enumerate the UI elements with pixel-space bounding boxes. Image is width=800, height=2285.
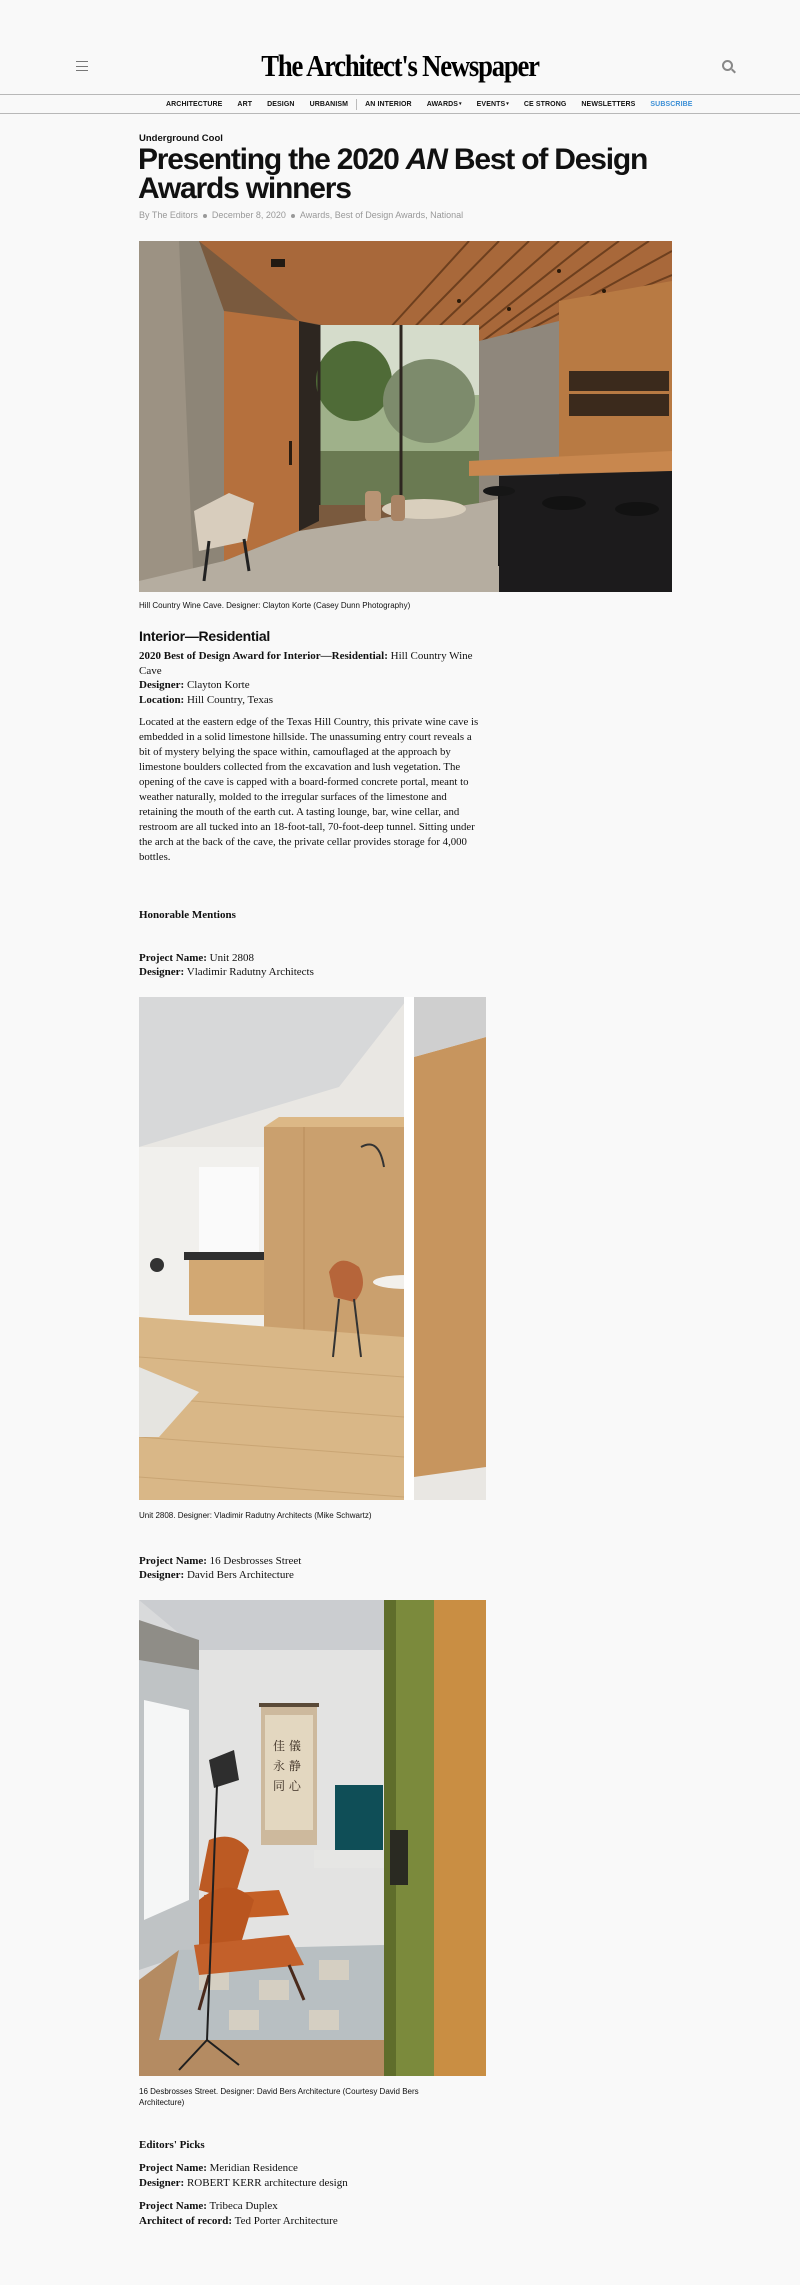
project-label: Project Name:	[139, 952, 207, 964]
nav-events[interactable]: EVENTS	[476, 100, 506, 108]
search-icon[interactable]	[722, 60, 736, 74]
designer-label: Designer:	[139, 1569, 185, 1581]
location-info	[139, 693, 479, 708]
hero-photo-wine-cave	[139, 241, 672, 592]
photo-unit-2808	[139, 997, 486, 1500]
site-header	[0, 0, 800, 94]
photo-caption: Unit 2808. Designer: Vladimir Radutny Architects (Mike Schwartz)	[139, 1511, 372, 1520]
chevron-down-icon: ▾	[506, 101, 509, 107]
nav-art[interactable]: ART	[237, 100, 253, 108]
designer-info	[139, 678, 479, 693]
architect-value: Ted Porter Architecture	[234, 2215, 338, 2227]
separator-dot	[203, 214, 207, 218]
project-value: Tribeca Duplex	[209, 2200, 278, 2212]
hm1-project	[139, 951, 479, 966]
nav-newsletters[interactable]: NEWSLETTERS	[581, 100, 636, 108]
nav-awards[interactable]: AWARDS	[426, 100, 459, 108]
project-value: Meridian Residence	[209, 2162, 298, 2174]
award-info	[139, 649, 479, 679]
main-nav	[0, 94, 800, 114]
ep2-project	[139, 2199, 479, 2214]
hm2-designer	[139, 1568, 479, 1583]
publish-date: December 8, 2020	[211, 210, 286, 220]
headline-text: Presenting the 2020	[138, 143, 406, 176]
location-label: Location:	[139, 694, 185, 706]
designer-value: David Bers Architecture	[186, 1569, 294, 1581]
article-body: Located at the eastern edge of the Texas Hill Country, this private wine cave is embedded in a solid limestone hillside. The unassuming entry court reveals a bit of mystery belying the space within, camouflaged at the approach by limestone boulders collected from the excavation and lush vegetation. The opening of the cave is capped with a board-formed concrete portal, meant to weather naturally, molded to the irregular surfaces of the limestone and retaining the mouth of the earth cut. A tasting lounge, bar, wine cellar, and restroom are all tucked into an 18-foot-tall, 70-foot-deep tunnel. Sitting under the arch at the back of the cave, the private cellar provides storage for 4,000 bottles.	[139, 716, 479, 863]
article-meta	[139, 210, 463, 220]
project-value: 16 Desbrosses Street	[209, 1555, 302, 1567]
author-link[interactable]: By The Editors	[139, 210, 198, 220]
nav-architecture[interactable]: ARCHITECTURE	[166, 100, 223, 108]
location-value: Hill Country, Texas	[186, 694, 273, 706]
editors-picks-heading: Editors' Picks	[139, 2139, 205, 2151]
project-label: Project Name:	[139, 2162, 207, 2174]
designer-label: Designer:	[139, 966, 185, 978]
nav-divider	[356, 99, 357, 110]
photo-caption: 16 Desbrosses Street. Designer: David Bers Architecture (Courtesy David Bers Architecture)	[139, 2087, 419, 2107]
svg-text:同 心: 同 心	[273, 1779, 301, 1793]
project-label: Project Name:	[139, 1555, 207, 1567]
award-value: Hill Country Wine Cave	[139, 650, 473, 677]
headline-text-end: Best of Design Awards winners	[138, 143, 648, 205]
nav-an-interior[interactable]: AN INTERIOR	[365, 100, 412, 108]
article-kicker[interactable]: Underground Cool	[139, 133, 223, 144]
designer-label: Designer:	[139, 2177, 185, 2189]
nav-subscribe[interactable]: SUBSCRIBE	[650, 100, 693, 108]
designer-label: Designer:	[139, 679, 185, 691]
nav-design[interactable]: DESIGN	[267, 100, 295, 108]
svg-text:佳 儀: 佳 儀	[273, 1739, 301, 1753]
nav-ce-strong[interactable]: CE STRONG	[523, 100, 567, 108]
project-label: Project Name:	[139, 2200, 207, 2212]
ep1-project	[139, 2161, 479, 2176]
project-value: Unit 2808	[209, 952, 254, 964]
separator-dot	[291, 214, 295, 218]
ep2-architect	[139, 2214, 479, 2229]
headline-em: AN	[405, 143, 447, 176]
architect-label: Architect of record:	[139, 2215, 233, 2227]
tag-links[interactable]: Awards, Best of Design Awards, National	[299, 210, 464, 220]
ep1-designer	[139, 2176, 479, 2191]
section-title: Interior—Residential	[139, 628, 270, 644]
photo-16-desbrosses-street	[139, 1600, 486, 2076]
designer-value: Clayton Korte	[186, 679, 250, 691]
designer-value: ROBERT KERR architecture design	[186, 2177, 348, 2189]
hm2-project	[139, 1554, 479, 1569]
photo-caption: Hill Country Wine Cave. Designer: Clayton Korte (Casey Dunn Photography)	[139, 601, 411, 610]
award-label: 2020 Best of Design Award for Interior—Residential:	[139, 650, 388, 662]
chevron-down-icon: ▾	[459, 101, 462, 107]
nav-urbanism[interactable]: URBANISM	[309, 100, 349, 108]
honorable-mentions-heading: Honorable Mentions	[139, 909, 236, 921]
hm1-designer	[139, 965, 479, 980]
designer-value: Vladimir Radutny Architects	[186, 966, 314, 978]
article-headline	[138, 145, 698, 203]
svg-text:永 静: 永 静	[273, 1759, 301, 1773]
site-logo[interactable]: The Architect's Newspaper	[261, 48, 539, 83]
